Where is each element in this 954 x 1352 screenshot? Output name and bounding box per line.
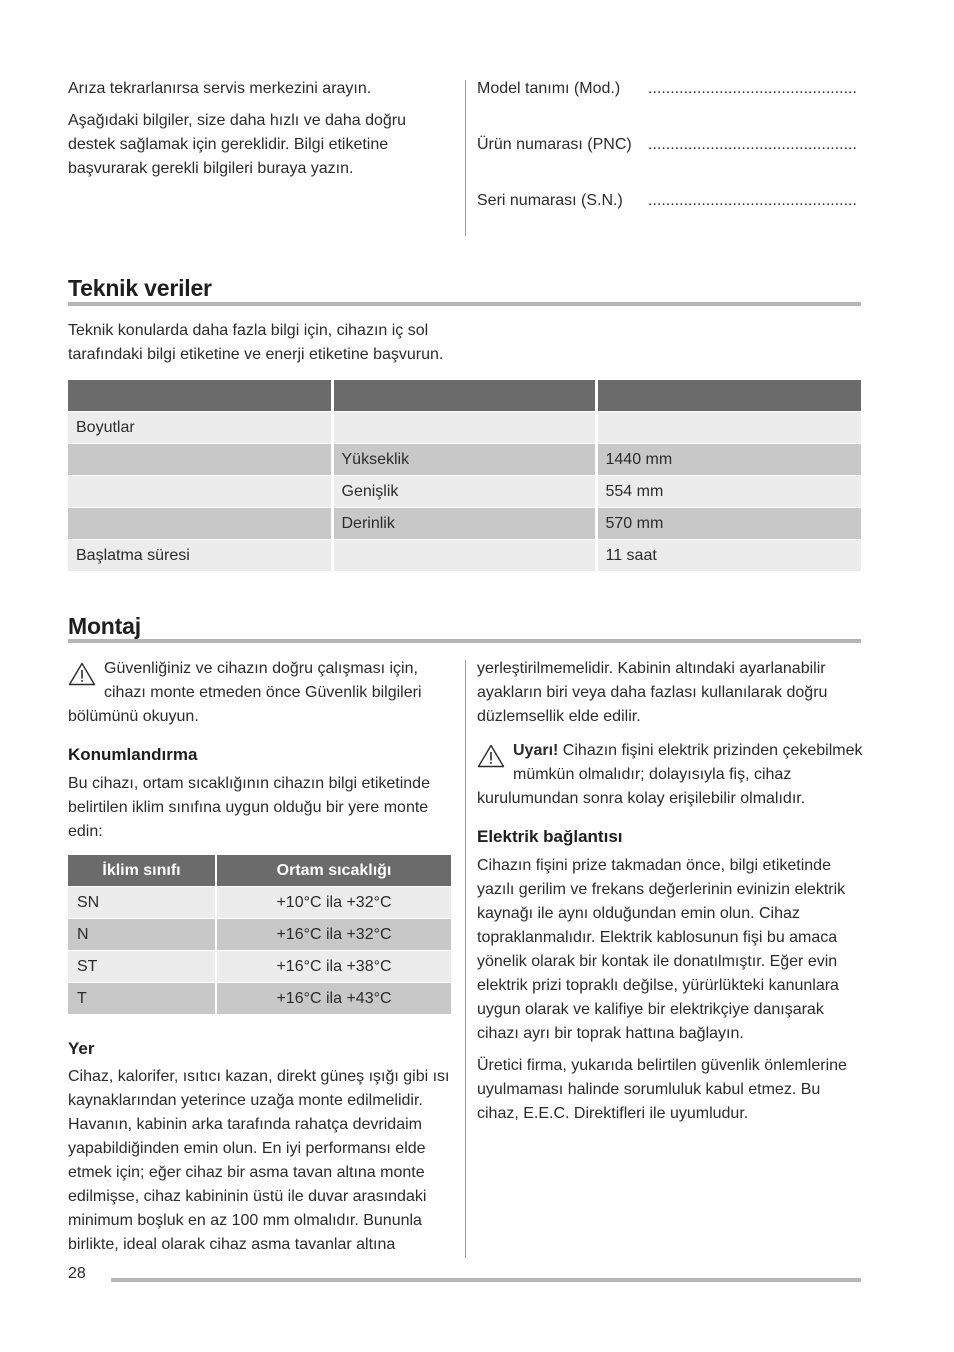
table-row [68,887,451,919]
table-row [68,476,861,508]
elektrik-paragraph-2: Üretici firma, yukarıda belirtilen güvenlik önlemlerine uyulmaması halinde sorumluluk kabul etmez. Bu cihaz, E.E.C. Direktifleri ile uyumludur. [477,1057,847,1122]
warning-text-line: cihazı monte etmeden önce Güvenlik bilgileri [104,684,422,701]
warning-text-line: bölümünü okuyun. [68,708,199,725]
table-row [68,951,451,983]
warning-text-line [477,739,863,763]
table-cell: Başlatma süresi [68,540,332,572]
warning-note-plug [477,739,863,811]
table-cell: +10°C ila +32°C [216,887,451,919]
table-cell: 554 mm [596,476,861,508]
table-cell: 1440 mm [596,444,861,476]
section-title-montaj: Montaj [68,613,141,639]
table-cell: +16°C ila +32°C [216,919,451,951]
id-field-model [477,77,861,125]
table-cell: Genişlik [332,476,596,508]
table-cell [332,540,596,572]
id-field-serial [477,189,861,237]
table-cell: ST [68,951,216,983]
table-cell: 11 saat [596,540,861,572]
montaj-right-column [477,657,863,1126]
intro-block [68,77,456,181]
table-cell: Boyutlar [68,412,332,444]
montaj-left-column [68,657,456,1257]
table-cell: 570 mm [596,508,861,540]
table-header-row [68,380,861,412]
table-cell [596,412,861,444]
table-cell: T [68,983,216,1015]
warning-text-line: mümkün olmalıdır; dolayısıyla fiş, cihaz [513,766,792,783]
table-cell [68,444,332,476]
subheading-elektrik: Elektrik bağlantısı [477,827,623,846]
intro-paragraph-2: Aşağıdaki bilgiler, size daha hızlı ve daha doğru destek sağlamak için gereklidir. Bilgi etiketine başvurarak gerekli bilgileri buraya yazın. [68,112,406,177]
column-divider-montaj [465,660,466,1258]
table-row [68,919,451,951]
id-field-dots: ............................................... [648,192,857,209]
technical-data-table [68,380,861,572]
footer-rule [111,1278,861,1282]
table-row [68,412,861,444]
subheading-yer: Yer [68,1039,95,1058]
table-cell: +16°C ila +43°C [216,983,451,1015]
warning-text: Cihazın fişini elektrik prizinden çekebilmek [558,742,863,759]
yer-paragraph: Cihaz, kalorifer, ısıtıcı kazan, direkt güneş ışığı gibi ısı kaynaklarından yeterince uzağa monte edilmelidir. Havanın, kabinin arka tarafında rahatça devridaim yapabildiğinden emin olun. En iyi performansı elde etmek için; eğer cihaz bir asma tavan altına monte edilmişse, cihaz kabininin üstü ile duvar arasındaki minimum boşluk en az 100 mm olmalıdır. Bununla birlikte, ideal olarak cihaz asma tavanlar altına [68,1068,450,1253]
table-header-cell: İklim sınıfı [68,855,216,887]
column-divider-top [465,80,466,236]
section-title-teknik: Teknik veriler [68,275,212,301]
warning-label: Uyarı! [513,742,559,759]
table-header-row [68,855,451,887]
table-cell: Yükseklik [332,444,596,476]
table-cell: Derinlik [332,508,596,540]
id-field-label: Seri numarası (S.N.) [477,192,623,209]
konum-paragraph: Bu cihazı, ortam sıcaklığının cihazın bilgi etiketinde belirtilen iklim sınıfına uygun olduğu bir yere monte edin: [68,775,430,840]
table-cell: N [68,919,216,951]
elektrik-paragraph-1: Cihazın fişini prize takmadan önce, bilgi etiketinde yazılı gerilim ve frekans değerlerinin evinizin elektrik kaynağı ile aynı olduğundan emin olun. Cihaz topraklanmalıdır. Elektrik kablosunun fişi bu amaca yönelik olarak bir kontak ile donatılmıştır. Eğer evin elektrik prizi topraklı değilse, yürürlükteki kanunlara uygun olarak ve kalifiye bir elektrikçiye danışarak cihazı ayrı bir toprak hattına bağlayın. [477,857,846,1042]
table-cell [332,412,596,444]
subheading-konumlandirma: Konumlandırma [68,745,198,764]
intro-paragraph-1: Arıza tekrarlanırsa servis merkezini arayın. [68,80,372,97]
climate-class-table [68,855,451,1015]
table-row [68,444,861,476]
warning-triangle-icon [68,662,96,686]
table-cell: SN [68,887,216,919]
warning-note-safety [68,657,456,729]
warning-triangle-icon [477,744,505,768]
table-cell [68,508,332,540]
table-cell [68,476,332,508]
yer-paragraph-continued: yerleştirilmemelidir. Kabinin altındaki ayarlanabilir ayakların biri veya daha fazlası kullanılarak doğru düzlemsellik elde edilir. [477,660,828,725]
id-field-label: Model tanımı (Mod.) [477,80,621,97]
table-row [68,508,861,540]
id-field-dots: ............................................... [648,80,857,97]
table-cell: +16°C ila +38°C [216,951,451,983]
teknik-intro: Teknik konularda daha fazla bilgi için, cihazın iç sol tarafındaki bilgi etiketine ve enerji etiketine başvurun. [68,322,444,363]
warning-text-line: kurulumundan sonra kolay erişilebilir olmalıdır. [477,790,806,807]
page-number: 28 [68,1265,86,1282]
table-header-cell: Ortam sıcaklığı [216,855,451,887]
table-row [68,540,861,572]
section-rule-montaj [68,639,861,643]
id-field-dots: ............................................... [648,136,857,153]
warning-text-line: Güvenliğiniz ve cihazın doğru çalışması için, [104,660,418,677]
id-field-pnc [477,133,861,181]
id-field-label: Ürün numarası (PNC) [477,136,632,153]
table-row [68,983,451,1015]
section-rule-teknik [68,302,861,306]
